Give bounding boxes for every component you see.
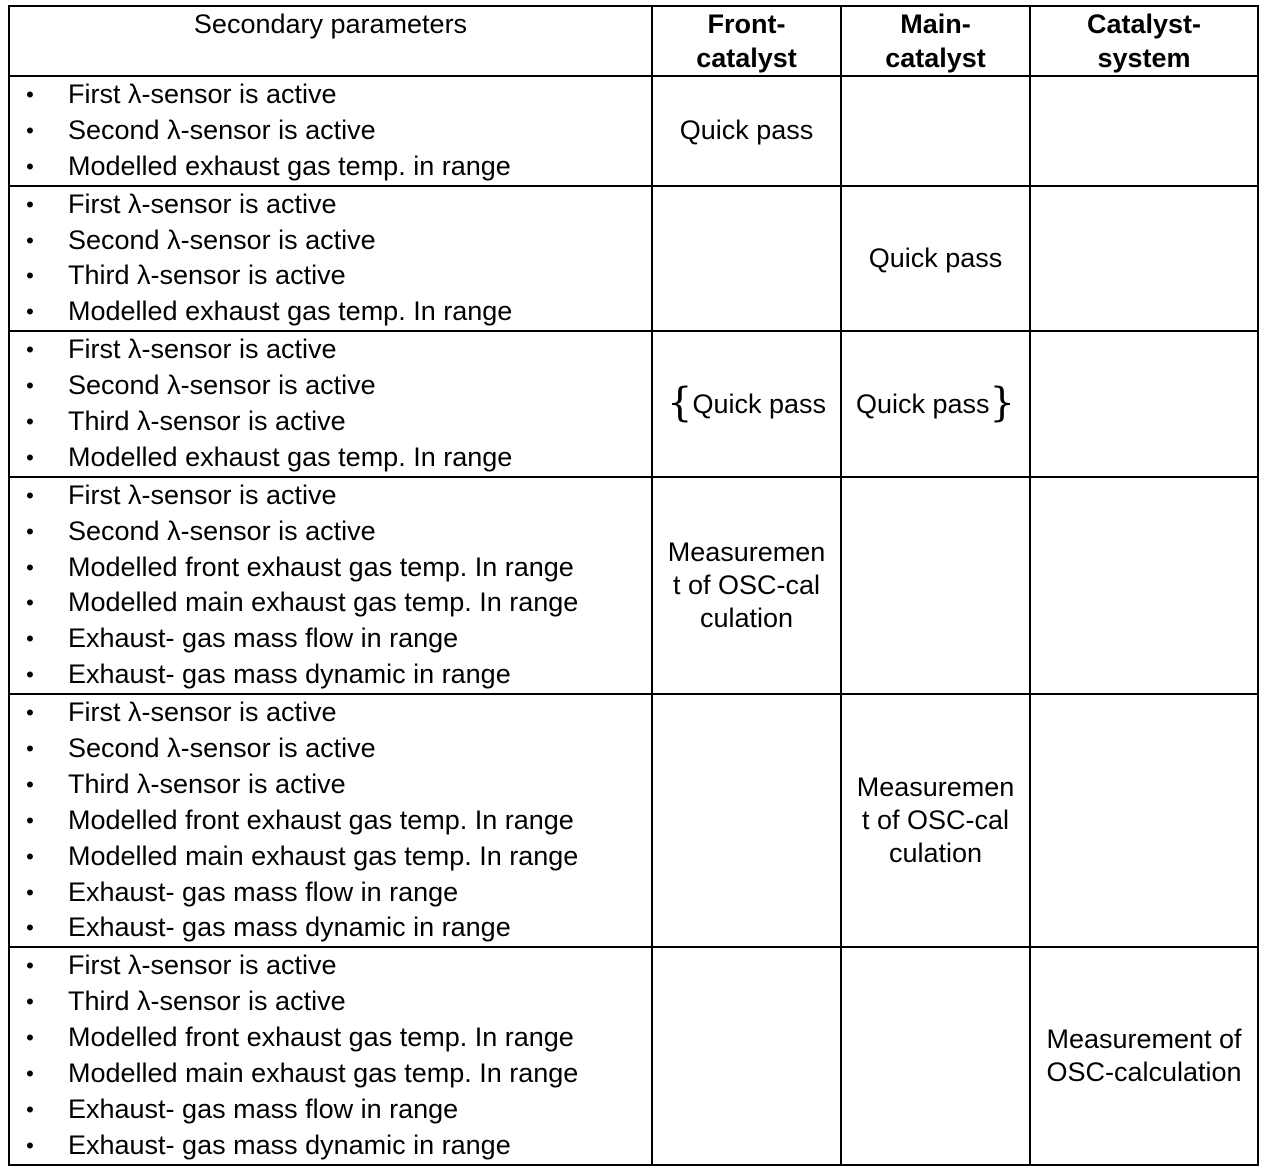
front-catalyst-cell [652,186,841,332]
list-item [10,657,651,693]
table-row [9,186,1258,332]
parameter-list [10,695,651,946]
parameter-text: First λ-sensor is active [68,334,337,365]
list-item [10,585,651,621]
params-cell [9,947,652,1164]
list-item [10,1056,651,1092]
result-text: Measurement of OSC-calculation [667,536,826,633]
catalyst-system-cell [1030,186,1258,332]
list-item [10,258,651,294]
parameter-text: Second λ-sensor is active [68,370,376,401]
list-item [10,113,651,149]
parameter-text: Modelled exhaust gas temp. In range [68,296,513,327]
parameter-text: Modelled main exhaust gas temp. In range [68,1058,579,1089]
parameter-text: Second λ-sensor is active [68,114,376,145]
list-item [10,77,651,113]
table-row [9,694,1258,947]
bullet-icon: • [26,518,34,544]
list-item [10,875,651,911]
main-catalyst-cell [841,76,1030,186]
list-item [10,910,651,946]
header-catalyst-system [1030,6,1258,76]
catalyst-system-cell [1030,694,1258,947]
secondary-parameters-table [8,5,1259,1166]
table-body [9,76,1258,1165]
bullet-icon: • [26,736,34,762]
parameter-text: First λ-sensor is active [68,697,337,728]
table-row [9,477,1258,694]
params-cell [9,694,652,947]
parameter-text: Second λ-sensor is active [68,733,376,764]
bullet-icon: • [26,843,34,869]
parameter-text: First λ-sensor is active [68,479,337,510]
front-catalyst-cell [652,331,841,477]
bullet-icon: • [26,373,34,399]
result-text: Measurement of OSC-calculation [856,772,1015,869]
parameter-text: Third λ-sensor is active [68,260,346,291]
bullet-icon: • [26,337,34,363]
parameter-text: Modelled main exhaust gas temp. In range [68,840,579,871]
header-main-catalyst [841,6,1030,76]
list-item [10,550,651,586]
parameter-text: Modelled exhaust gas temp. in range [68,150,511,181]
parameter-text: Second λ-sensor is active [68,515,376,546]
list-item [10,223,651,259]
list-item [10,440,651,476]
parameter-text: Modelled front exhaust gas temp. In range [68,551,574,582]
list-item [10,695,651,731]
header-params-label: Secondary parameters [193,9,468,39]
bullet-icon: • [26,1061,34,1087]
list-item [10,948,651,984]
table-row [9,331,1258,477]
bullet-icon: • [26,1132,34,1158]
parameter-text: Third λ-sensor is active [68,986,346,1017]
parameter-text: Modelled front exhaust gas temp. In range [68,804,574,835]
bullet-icon: • [26,554,34,580]
list-item [10,404,651,440]
bullet-icon: • [26,444,34,470]
front-catalyst-cell [652,477,841,694]
parameter-text: Third λ-sensor is active [68,406,346,437]
bullet-icon: • [26,989,34,1015]
catalyst-system-cell [1030,331,1258,477]
bullet-icon: • [26,590,34,616]
bullet-icon: • [26,263,34,289]
front-catalyst-cell [652,76,841,186]
close-brace-icon: } [989,380,1015,427]
result-text: Measurement of OSC-calculation [1046,1024,1242,1088]
bullet-icon: • [26,879,34,905]
bullet-icon: • [26,626,34,652]
main-catalyst-cell [841,694,1030,947]
list-item [10,731,651,767]
parameter-list [10,948,651,1163]
parameter-list [10,187,651,331]
catalyst-system-cell [1030,947,1258,1164]
list-item [10,984,651,1020]
front-catalyst-cell [652,694,841,947]
bullet-icon: • [26,82,34,107]
parameter-list [10,332,651,476]
list-item [10,332,651,368]
list-item [10,803,651,839]
result-text: Quick pass [679,115,814,146]
parameter-text: Exhaust- gas mass dynamic in range [68,659,511,690]
parameter-list [10,77,651,185]
parameter-text: Exhaust- gas mass flow in range [68,876,459,907]
list-item [10,294,651,330]
bullet-icon: • [26,915,34,941]
main-catalyst-cell [841,947,1030,1164]
bullet-icon: • [26,771,34,797]
header-system-line2: system [1097,43,1191,73]
catalyst-system-cell [1030,477,1258,694]
parameter-text: Modelled main exhaust gas temp. In range [68,587,579,618]
bullet-icon: • [26,299,34,325]
parameter-text: First λ-sensor is active [68,950,337,981]
list-item [10,514,651,550]
parameter-list [10,478,651,693]
bullet-icon: • [26,153,34,179]
bullet-icon: • [26,953,34,979]
header-front-catalyst [652,6,841,76]
result-text: Quick pass [692,389,826,420]
list-item [10,767,651,803]
params-cell [9,186,652,332]
table-row [9,76,1258,186]
bullet-icon: • [26,409,34,435]
bullet-icon: • [26,1096,34,1122]
parameter-text: Modelled exhaust gas temp. In range [68,441,513,472]
list-item [10,149,651,185]
bullet-icon: • [26,700,34,726]
header-main-line2: catalyst [885,43,986,73]
parameter-text: Exhaust- gas mass dynamic in range [68,912,511,943]
list-item [10,621,651,657]
bullet-icon: • [26,191,34,217]
main-catalyst-cell [841,331,1030,477]
list-item [10,839,651,875]
bullet-icon: • [26,117,34,143]
params-cell [9,477,652,694]
parameter-text: Exhaust- gas mass flow in range [68,1093,459,1124]
params-cell [9,76,652,186]
header-front-line1: Front- [707,9,786,39]
header-front-line2: catalyst [696,43,797,73]
list-item [10,1128,651,1164]
list-item [10,368,651,404]
header-system-line1: Catalyst- [1086,9,1202,39]
main-catalyst-cell [841,477,1030,694]
parameter-text: Modelled front exhaust gas temp. In range [68,1022,574,1053]
parameter-text: Exhaust- gas mass dynamic in range [68,1129,511,1160]
open-brace-icon: { [666,380,693,427]
parameter-text: First λ-sensor is active [68,79,337,109]
list-item [10,478,651,514]
parameter-text: Second λ-sensor is active [68,224,376,255]
parameter-text: First λ-sensor is active [68,188,337,219]
list-item [10,1020,651,1056]
main-catalyst-cell [841,186,1030,332]
parameter-text: Third λ-sensor is active [68,768,346,799]
table-row [9,947,1258,1164]
table-header-row [9,6,1258,76]
params-cell [9,331,652,477]
header-secondary-parameters [9,6,652,76]
result-text: Quick pass [868,242,1003,273]
bullet-icon: • [26,227,34,253]
result-text: Quick pass [855,389,990,420]
parameter-text: Exhaust- gas mass flow in range [68,623,459,654]
bullet-icon: • [26,662,34,688]
bullet-icon: • [26,1025,34,1051]
list-item [10,187,651,223]
bullet-icon: • [26,807,34,833]
header-main-line1: Main- [900,9,971,39]
catalyst-system-cell [1030,76,1258,186]
bullet-icon: • [26,482,34,508]
list-item [10,1092,651,1128]
front-catalyst-cell [652,947,841,1164]
